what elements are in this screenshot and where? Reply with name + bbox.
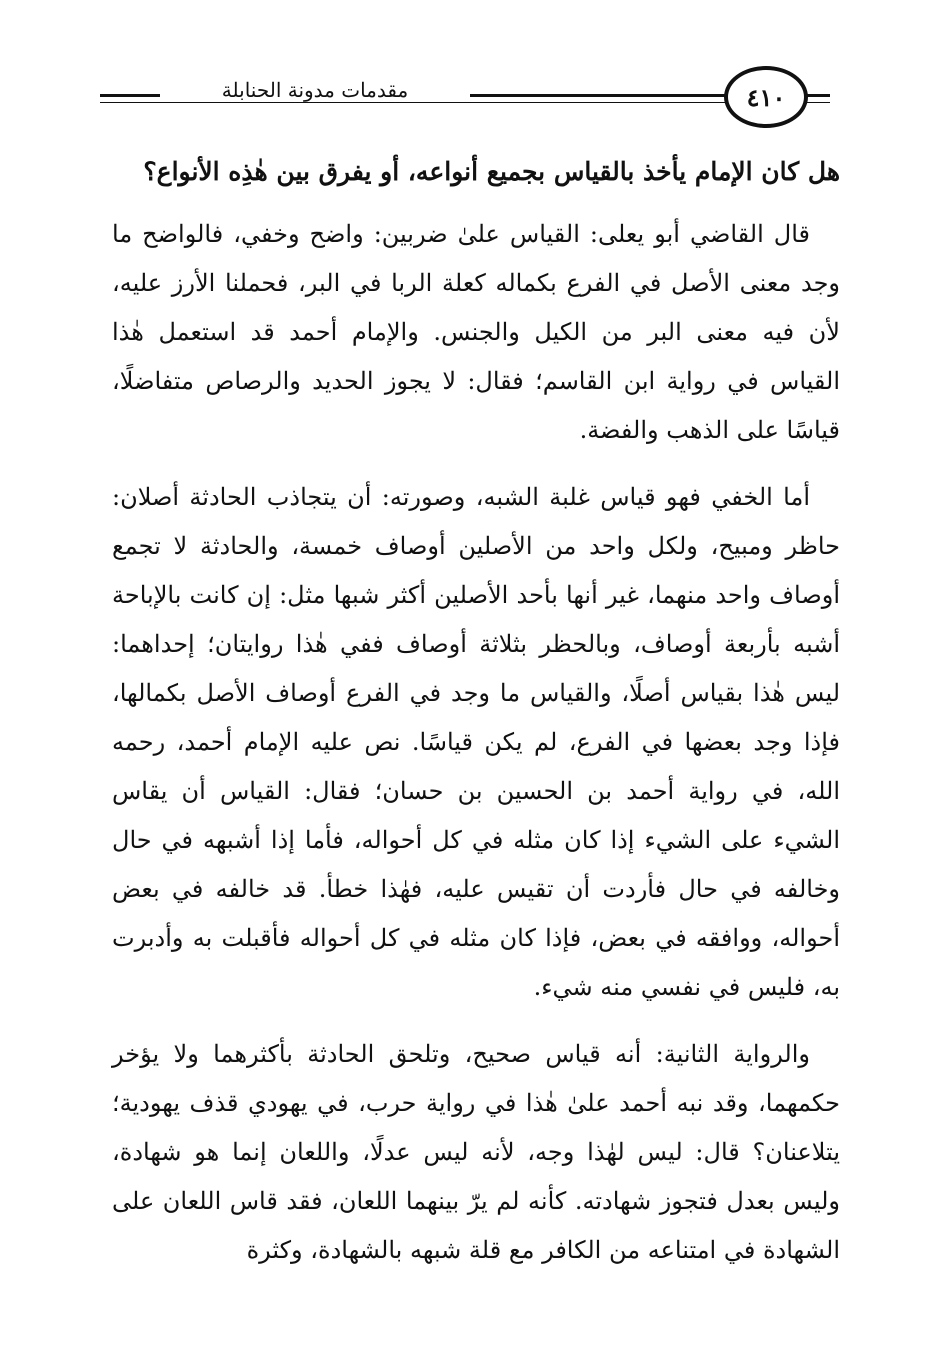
page-header bbox=[100, 62, 840, 132]
page-number: ٤١٠ bbox=[746, 82, 786, 112]
page-body bbox=[112, 150, 840, 1293]
paragraph: قال القاضي أبو يعلى: القياس علىٰ ضربين: واضح وخفي، فالواضح ما وجد معنى الأصل في الفرع بكماله كعلة الربا في البر، فحملنا الأرز عليه، لأن فيه معنى البر من الكيل والجنس. والإمام أحمد قد استعمل هٰذا القياس في رواية ابن القاسم؛ فقال: لا يجوز الحديد والرصاص متفاضلًا، قياسًا على الذهب والفضة. bbox=[112, 220, 840, 444]
running-title: مقدمات مدونة الحنابلة bbox=[160, 78, 470, 102]
section-question: هل كان الإمام يأخذ بالقياس بجميع أنواعه، أو يفرق بين هٰذِه الأنواع؟ bbox=[143, 157, 840, 186]
page-number-badge bbox=[724, 66, 808, 128]
paragraph: والرواية الثانية: أنه قياس صحيح، وتلحق الحادثة بأكثرهما ولا يؤخر حكمهما، وقد نبه أحمد علىٰ هٰذا في رواية حرب، في يهودي قذف يهودية؛ يتلاعنان؟ قال: ليس لهٰذا وجه، لأنه ليس عدلًا، واللعان إنما هو شهادة، وليس بعدل فتجوز شهادته. كأنه لم يرّ بينهما اللعان، فقد قاس اللعان على الشهادة في امتناعه من الكافر مع قلة شبهه بالشهادة، وكثرة bbox=[112, 1040, 840, 1264]
header-rule-bottom bbox=[100, 102, 830, 103]
paragraph: أما الخفي فهو قياس غلبة الشبه، وصورته: أن يتجاذب الحادثة أصلان: حاظر ومبيح، ولكل واحد من الأصلين أوصاف خمسة، والحادثة لا تجمع أوصاف واحد منهما، غير أنها بأحد الأصلين أكثر شبها مثل: إن كانت بالإباحة أشبه بأربعة أوصاف، وبالحظر بثلاثة أوصاف ففي هٰذا روايتان؛ إحداهما: ليس هٰذا بقياس أصلًا، والقياس ما وجد في الفرع أوصاف الأصل بكمالها، فإذا وجد بعضها في الفرع، لم يكن قياسًا. نص عليه الإمام أحمد، رحمه الله، في رواية أحمد بن الحسين بن حسان؛ فقال: القياس أن يقاس الشيء على الشيء إذا كان مثله في كل أحواله، فأما إذا أشبهه في حال وخالفه في حال فأردت أن تقيس عليه، فهٰذا خطأ. قد خالفه في بعض أحواله، ووافقه في بعض، فإذا كان مثله في كل أحواله فأقبلت به وأدبرت به، فليس في نفسي منه شيء. bbox=[112, 483, 841, 1001]
